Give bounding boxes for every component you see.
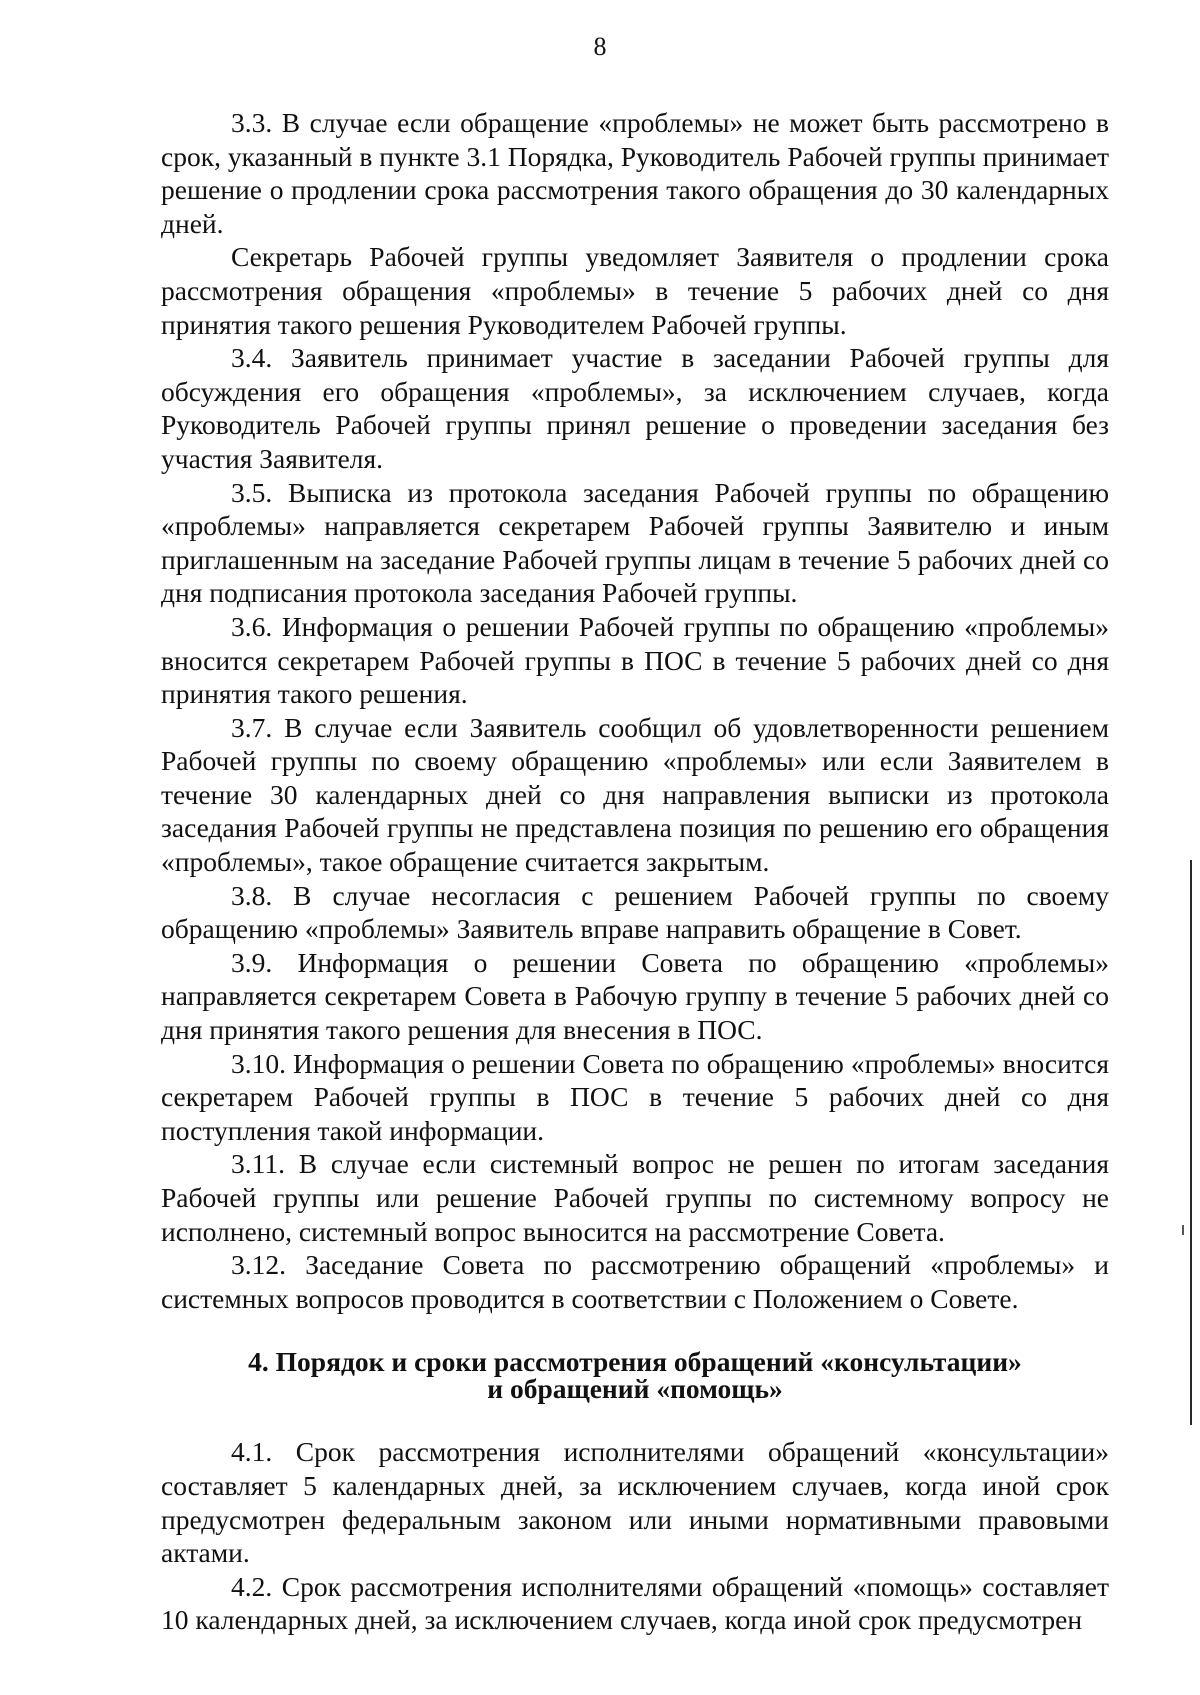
paragraph-3-12: 3.12. Заседание Совета по рассмотрению обращений «проблемы» и системных вопросов проводится в соответствии с Положением о Совете.	[161, 1249, 1109, 1314]
paragraph-3-4: 3.4. Заявитель принимает участие в заседании Рабочей группы для обсуждения его обращения «проблемы», за исключением случаев, когда Руководитель Рабочей группы принял решение о проведении заседания без участия Заявителя.	[161, 342, 1109, 474]
section-heading-line-2: и обращений «помощь»	[487, 1373, 783, 1405]
paragraph-4-2: 4.2. Срок рассмотрения исполнителями обращений «помощь» составляет 10 календарных дней, за исключением случаев, когда иной срок предусмотрен	[161, 1570, 1109, 1636]
document-body	[161, 106, 1109, 1637]
paragraph-3-7: 3.7. В случае если Заявитель сообщил об удовлетворенности решением Рабочей группы по своему обращению «проблемы» или если Заявителем в течение 30 календарных дней со дня направления выписки из протокола заседания Рабочей группы не представлена позиция по решению его обращения «проблемы», такое обращение считается закрытым.	[161, 711, 1109, 878]
paragraph-3-5: 3.5. Выписка из протокола заседания Рабочей группы по обращению «проблемы» направляется секретарем Рабочей группы Заявителю и иным приглашенным на заседание Рабочей группы лицам в течение 5 рабочих дней со дня подписания протокола заседания Рабочей группы.	[161, 476, 1109, 609]
paragraph-3-10: 3.10. Информация о решении Совета по обращению «проблемы» вносится секретарем Рабочей группы в ПОС в течение 5 рабочих дней со дня поступления такой информации.	[161, 1047, 1109, 1146]
section-heading-line-1: 4. Порядок и сроки рассмотрения обращений «консультации»	[248, 1346, 1022, 1378]
scan-margin-line	[1190, 860, 1192, 1425]
paragraph-3-6: 3.6. Информация о решении Рабочей группы по обращению «проблемы» вносится секретарем Рабочей группы в ПОС в течение 5 рабочих дней со дня принятия такого решения.	[161, 610, 1109, 710]
paragraph-3-11: 3.11. В случае если системный вопрос не решен по итогам заседания Рабочей группы или решение Рабочей группы по системному вопросу не исполнено, системный вопрос выносится на рассмотрение Совета.	[161, 1148, 1109, 1247]
paragraph-4-1: 4.1. Срок рассмотрения исполнителями обращений «консультации» составляет 5 календарных дней, за исключением случаев, когда иной срок предусмотрен федеральным законом или иными нормативными правовыми актами.	[161, 1436, 1109, 1569]
paragraph-3-9: 3.9. Информация о решении Совета по обращению «проблемы» направляется секретарем Совета в Рабочую группу в течение 5 рабочих дней со дня принятия такого решения для внесения в ПОС.	[161, 946, 1109, 1046]
paragraph-3-3: 3.3. В случае если обращение «проблемы» не может быть рассмотрено в срок, указанный в пункте 3.1 Порядка, Руководитель Рабочей группы принимает решение о продлении срока рассмотрения такого обращения до 30 календарных дней.	[161, 107, 1109, 239]
paragraph-3-3-secretary: Секретарь Рабочей группы уведомляет Заявителя о продлении срока рассмотрения обращения «проблемы» в течение 5 рабочих дней со дня принятия такого решения Руководителем Рабочей группы.	[161, 241, 1109, 340]
scan-margin-mark	[1182, 1225, 1184, 1235]
section-heading-4	[161, 1346, 1109, 1405]
paragraph-3-8: 3.8. В случае несогласия с решением Рабочей группы по своему обращению «проблемы» Заявитель вправе направить обращение в Совет.	[161, 879, 1109, 945]
page-number: 8	[593, 32, 607, 61]
